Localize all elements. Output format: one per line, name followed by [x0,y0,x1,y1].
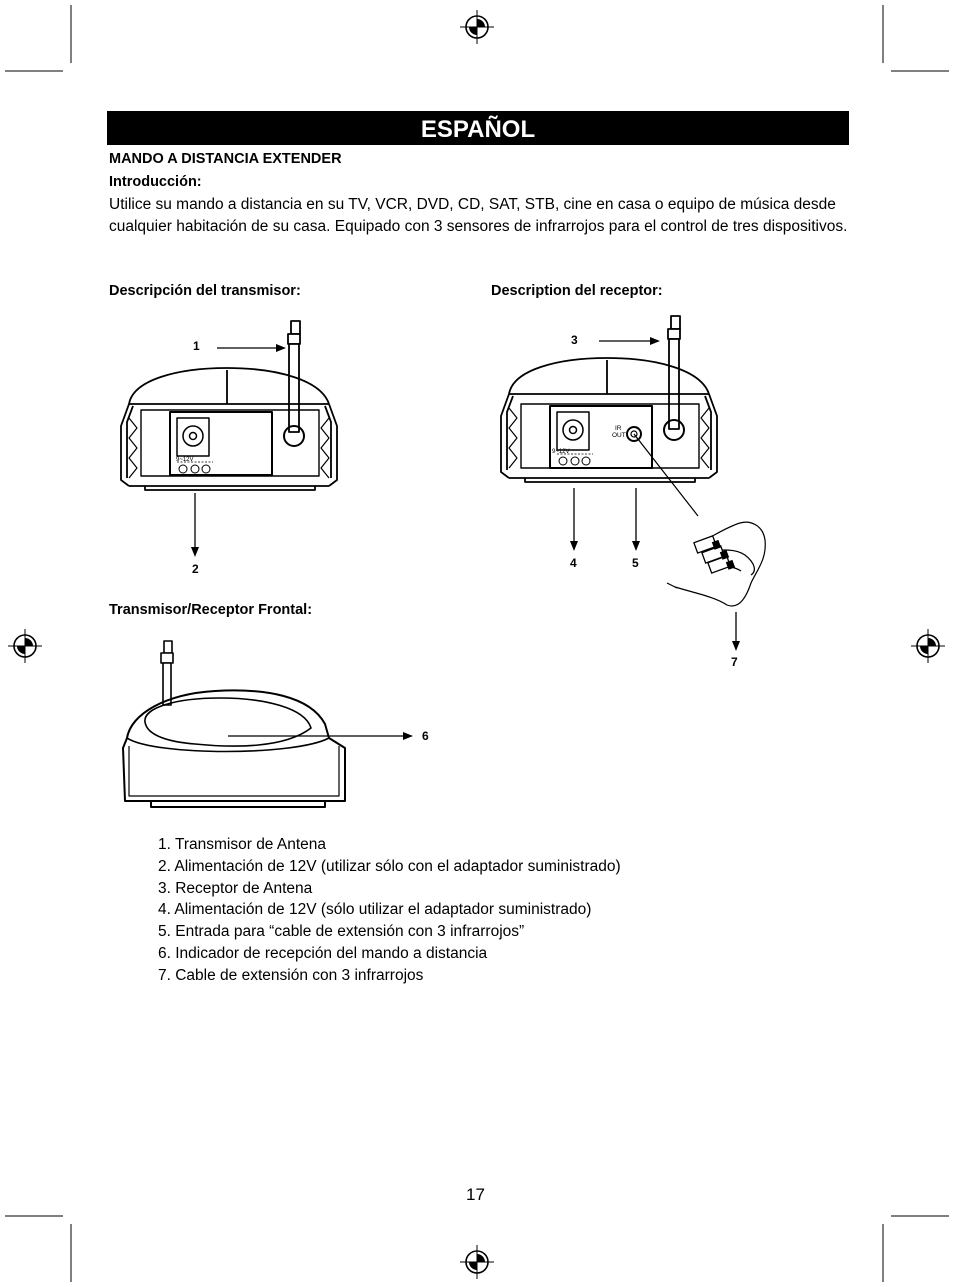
callout-7: 7 [731,655,738,669]
arrow-3 [599,335,661,347]
ir-jack-leader-line [630,430,702,520]
language-banner: ESPAÑOL [107,111,849,145]
receiver-heading: Description del receptor: [491,283,663,299]
legend-item: 2. Alimentación de 12V (utilizar sólo con el adaptador suministrado) [158,857,621,875]
arrow-1 [217,342,287,354]
transmitter-heading: Descripción del transmisor: [109,283,301,299]
section-title: MANDO A DISTANCIA EXTENDER [109,151,342,167]
arrow-2 [189,493,201,558]
ir-extension-cable-diagram [665,515,780,610]
callout-3: 3 [571,333,578,347]
legend-item: 1. Transmisor de Antena [158,836,327,853]
page-number: 17 [466,1185,485,1204]
legend-item: 4. Alimentación de 12V (sólo utilizar el adaptador suministrado) [158,901,592,919]
legend-item: 5. Entrada para “cable de extensión con 3 infrarrojos” [158,923,525,941]
intro-heading: Introducción: [109,174,202,190]
registration-mark-bottom-icon [460,1245,494,1279]
arrow-7 [730,612,742,652]
arrow-6 [228,730,414,742]
ir-label-line1: IR [615,425,622,432]
registration-mark-top-icon [460,10,494,44]
callout-1: 1 [193,339,200,353]
callout-2: 2 [192,562,199,576]
receiver-power-label: 9~12V [552,449,570,455]
parts-legend [158,834,621,987]
legend-item: 3. Receptor de Antena [158,879,313,897]
callout-5: 5 [632,556,639,570]
callout-4: 4 [570,556,577,570]
arrow-4 [568,488,580,552]
front-unit-diagram [115,636,355,811]
intro-paragraph: Utilice su mando a distancia en su TV, VCR, DVD, CD, SAT, STB, cine en casa o equipo de música desde cualquier habitación de su casa. Equipado con 3 sensores de infrarrojos para el control de tres dispositivos. [109,196,848,235]
front-heading: Transmisor/Receptor Frontal: [109,602,313,618]
registration-mark-left-icon [8,629,42,663]
legend-item: 6. Indicador de recepción del mando a distancia [158,944,488,962]
legend-item: 7. Cable de extensión con 3 infrarrojos [158,966,424,984]
registration-mark-right-icon [911,629,945,663]
transmitter-power-label: 9~12V [176,457,194,463]
ir-label-line2: OUT [612,432,626,439]
callout-6: 6 [422,729,429,743]
